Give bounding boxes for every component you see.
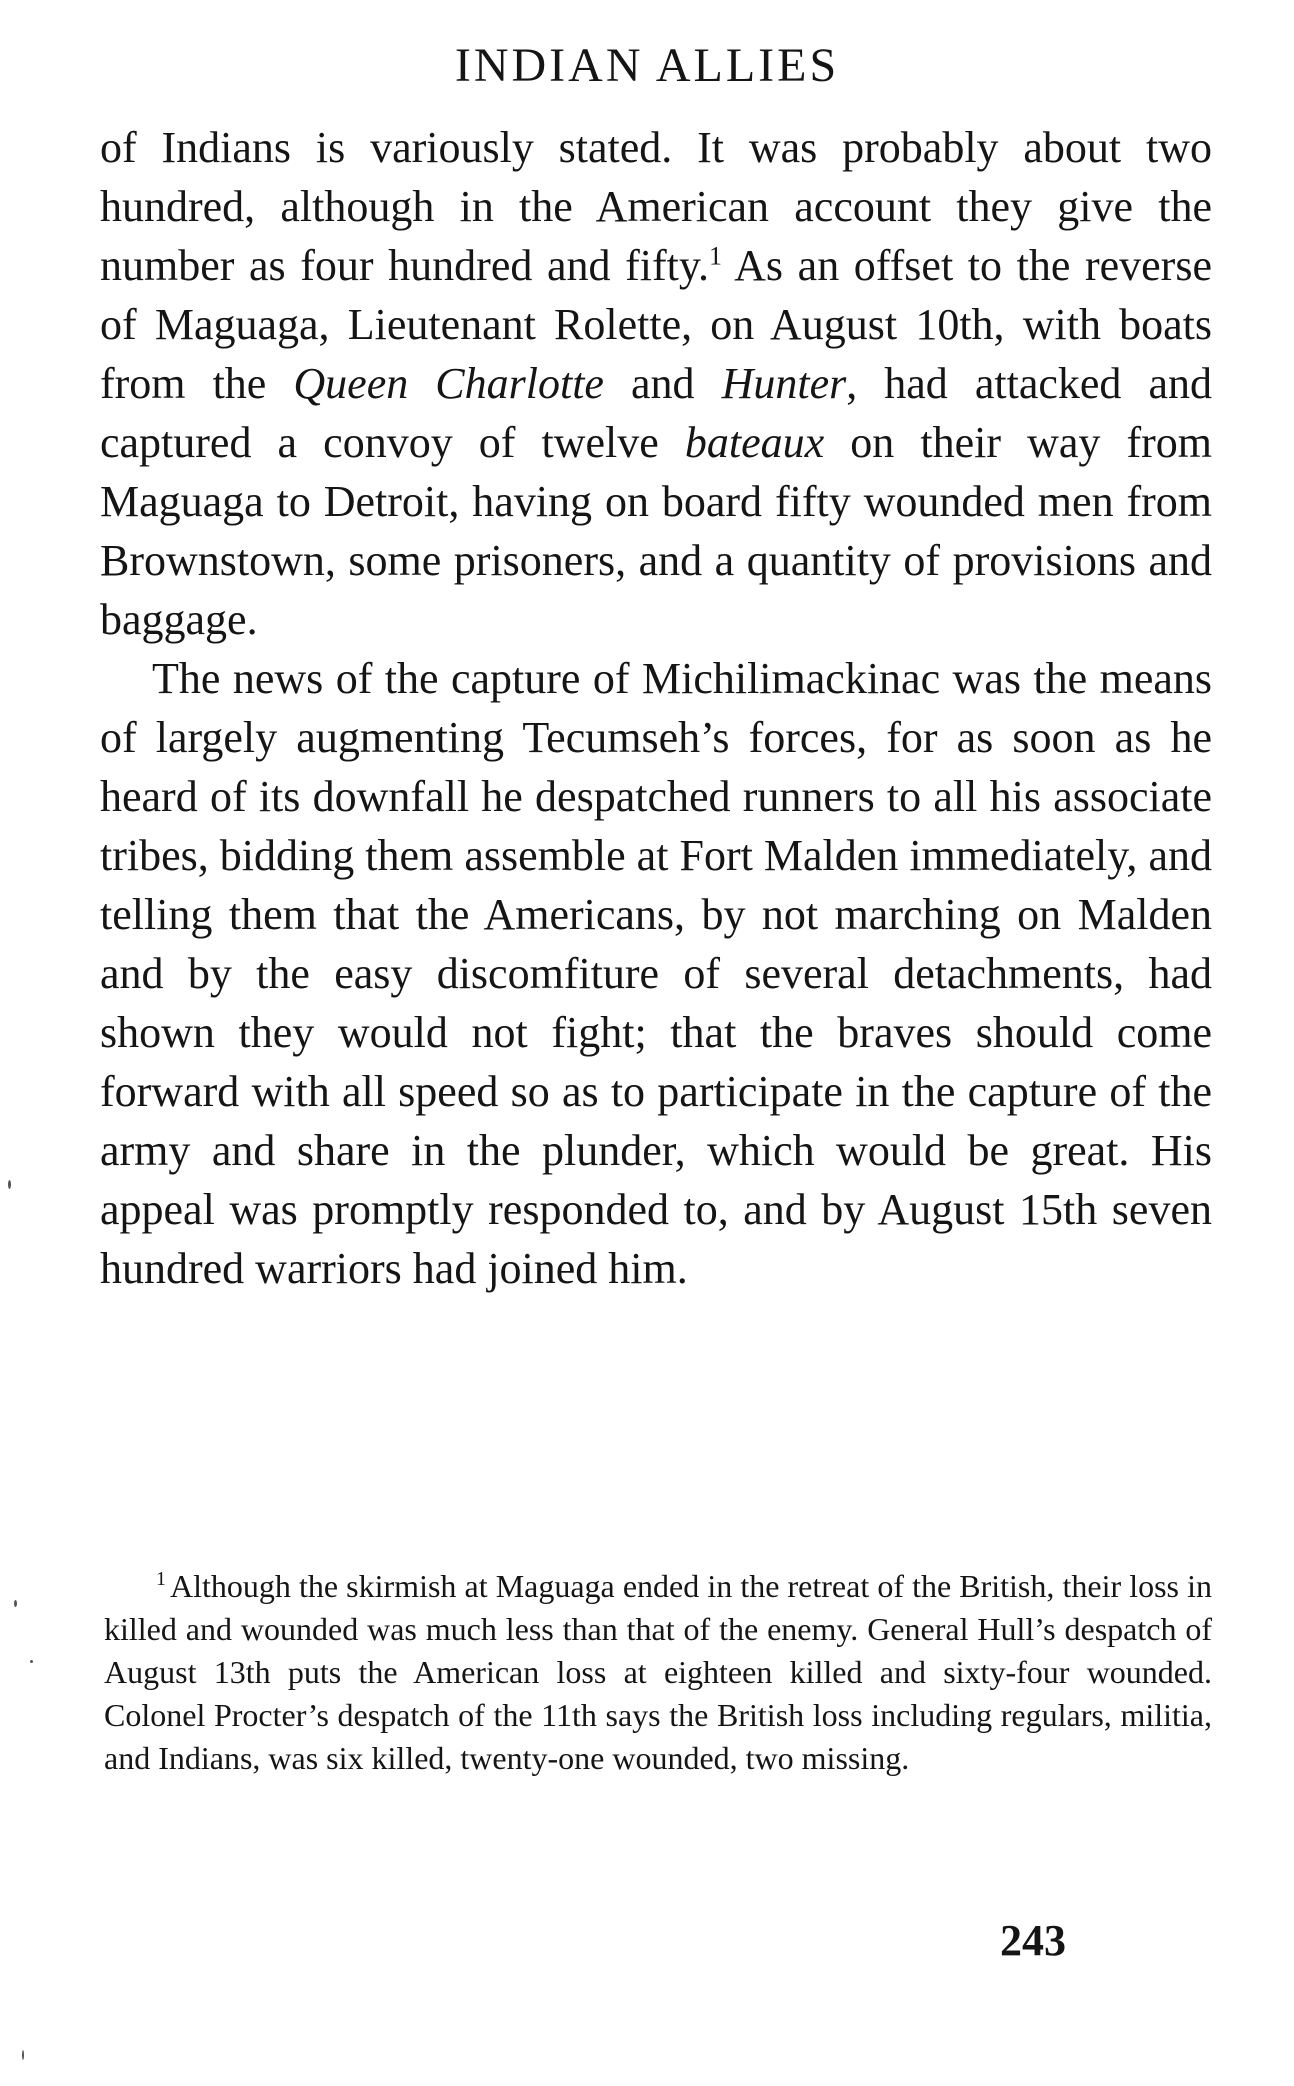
- paragraph-1: [100, 118, 1212, 649]
- scan-artifact: [22, 2050, 24, 2060]
- running-title: INDIAN ALLIES: [454, 39, 840, 92]
- page-number: 243: [1000, 1916, 1066, 1965]
- paragraph-1-middle: , had attacked and captured a convoy of twelve: [100, 359, 1212, 467]
- main-text: [100, 118, 1212, 1298]
- scan-artifact: [8, 1180, 11, 1189]
- scan-artifact: [30, 1660, 33, 1663]
- footnote-reference[interactable]: 1: [708, 241, 722, 271]
- footnote-text: Although the skirmish at Maguaga ended in the retreat of the British, their loss in killed and wounded was much less than that of the enemy. General Hull’s despatch of August 13th puts the American loss at eighteen killed and sixty-four wounded. Colonel Procter’s despatch of the 11th says the British loss including regulars, militia, and Indians, was six killed, twenty-one wounded, two missing.: [104, 1568, 1212, 1776]
- ship-name-hunter: Hunter: [721, 359, 847, 408]
- paragraph-1-continuation: As an offset to the reverse of Maguaga, Lieutenant Rolette, on August 10th, with boats from the: [100, 241, 1212, 408]
- footnote: [104, 1565, 1212, 1780]
- term-bateaux: bateaux: [684, 418, 825, 467]
- paragraph-1-opening: of Indians is variously stated. It was probably about two hundred, although in the American account they give the number as four hundred and fifty.: [100, 123, 1212, 290]
- paragraph-2: The news of the capture of Michilimackinac was the means of largely augmenting Tecumseh’s forces, for as soon as he heard of its downfall he despatched runners to all his associate tribes, bidding them assemble at Fort Malden immediately, and telling them that the Americans, by not marching on Malden and by the easy discomfiture of several detachments, had shown they would not fight; that the braves should come forward with all speed so as to participate in the capture of the army and share in the plunder, which would be great. His appeal was promptly responded to, and by August 15th seven hundred warriors had joined him.: [100, 654, 1212, 1293]
- footnote-mark: 1: [156, 1568, 166, 1591]
- scan-artifact: [14, 1600, 17, 1607]
- paragraph-1-ending: on their way from Maguaga to Detroit, having on board fifty wounded men from Brownstown, some prisoners, and a quantity of provisions and baggage.: [100, 418, 1212, 644]
- ship-name-queen-charlotte: Queen Charlotte: [293, 359, 604, 408]
- paragraph-1-conjunction: and: [603, 359, 722, 408]
